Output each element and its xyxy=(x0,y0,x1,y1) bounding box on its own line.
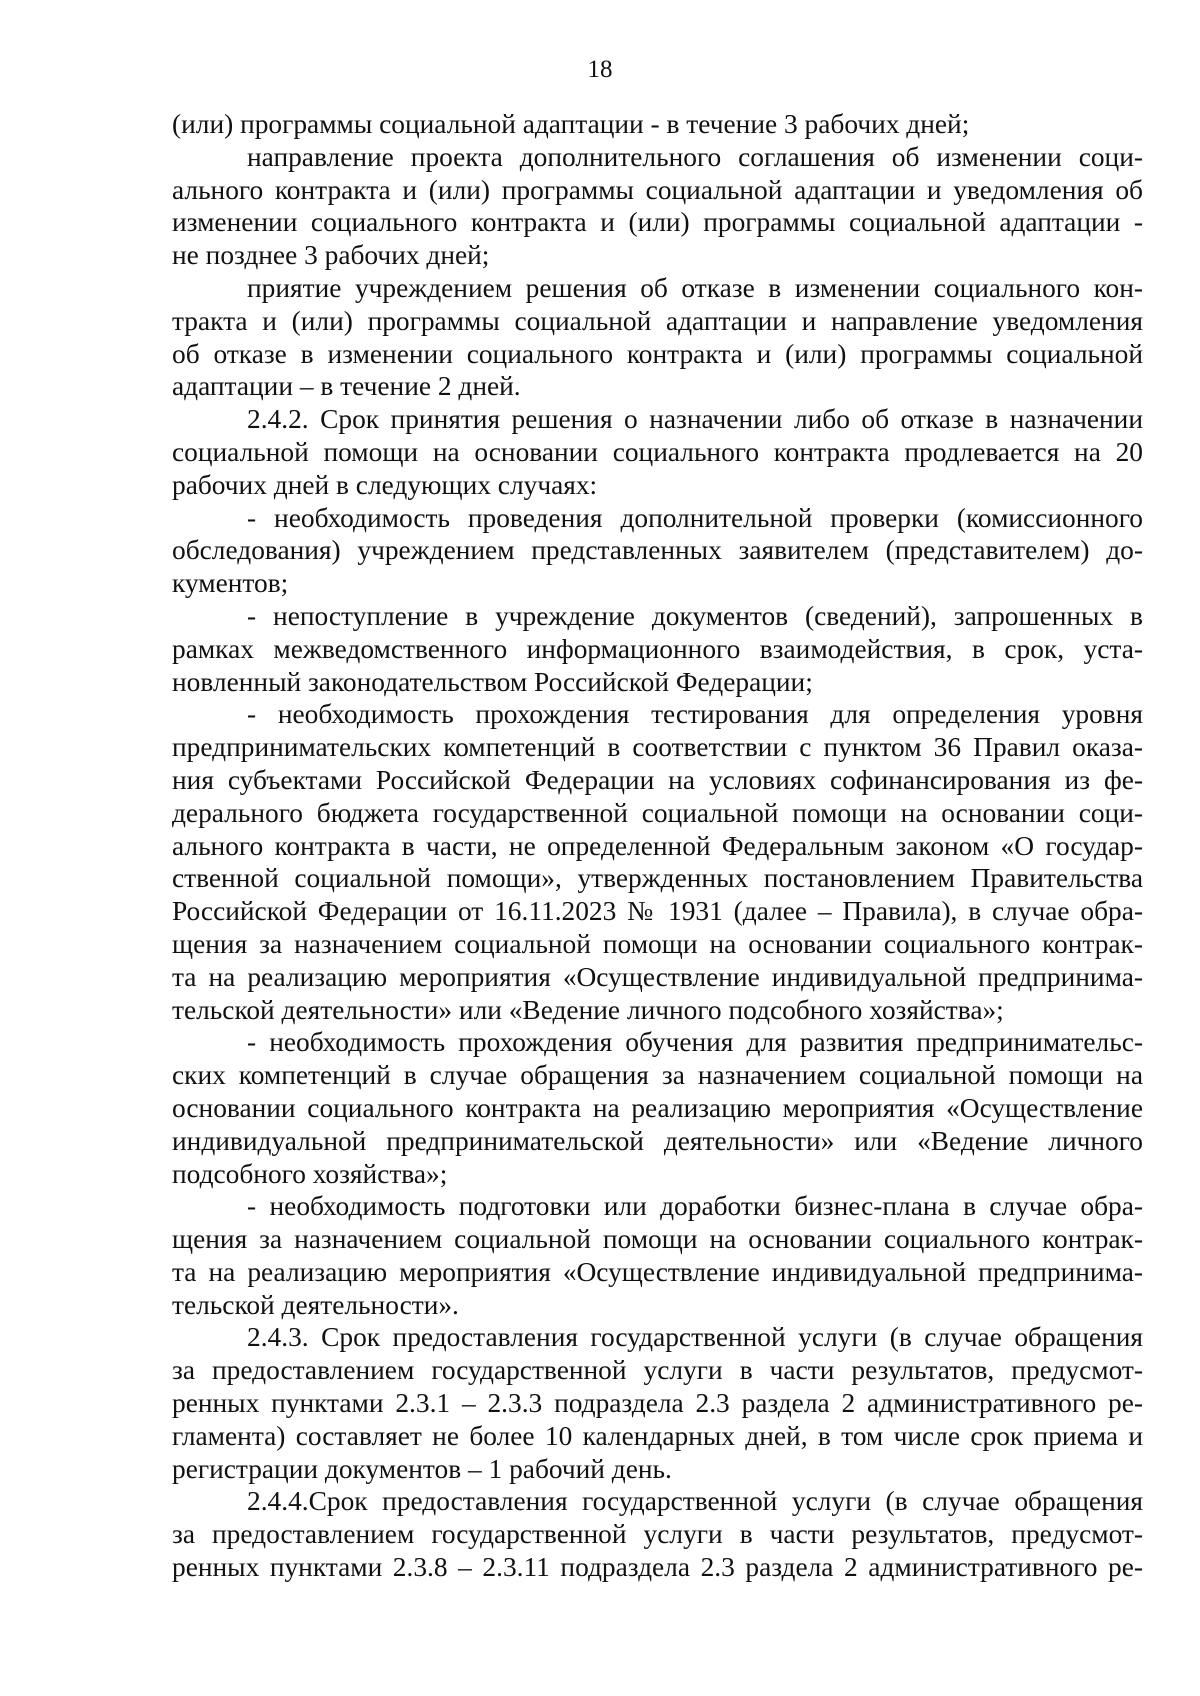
text-line: 2.4.2. Срок принятия решения о назначении либо об отказе в назначении xyxy=(247,404,1143,435)
text-line: та на реализацию мероприятия «Осуществление индивидуальной предпринима- xyxy=(172,961,1143,992)
text-line: щения за назначением социальной помощи на основании социального контрак- xyxy=(172,1224,1143,1255)
text-line: приятие учреждением решения об отказе в изменении социального кон- xyxy=(247,272,1143,303)
text-line: (или) программы социальной адаптации - в течение 3 рабочих дней; xyxy=(172,109,970,139)
text-line: предпринимательских компетенций в соответствии с пунктом 36 Правил оказа- xyxy=(172,732,1143,763)
text-line: тельской деятельности». xyxy=(172,1289,459,1320)
text-line: ального контракта и (или) программы социальной адаптации и уведомления об xyxy=(172,174,1143,205)
text-line: ния субъектами Российской Федерации на условиях софинансирования из фе- xyxy=(172,764,1143,795)
text-line: Российской Федерации от 16.11.2023 № 1931 (далее – Правила), в случае обра- xyxy=(172,896,1143,927)
page-number: 18 xyxy=(587,56,613,83)
text-line: та на реализацию мероприятия «Осуществление индивидуальной предпринима- xyxy=(172,1256,1143,1287)
text-line: - необходимость подготовки или доработки бизнес-плана в случае обра- xyxy=(247,1191,1143,1222)
text-line: за предоставлением государственной услуги в части результатов, предусмот- xyxy=(172,1355,1143,1386)
text-line: - непоступление в учреждение документов (сведений), запрошенных в xyxy=(247,600,1143,631)
text-line: рабочих дней в следующих случаях: xyxy=(172,469,598,500)
text-line: 2.4.3. Срок предоставления государственной услуги (в случае обращения xyxy=(247,1322,1143,1353)
text-line: тракта и (или) программы социальной адаптации и направление уведомления xyxy=(172,305,1143,336)
text-line: щения за назначением социальной помощи на основании социального контрак- xyxy=(172,928,1143,959)
text-line: 2.4.4.Срок предоставления государственной услуги (в случае обращения xyxy=(247,1486,1143,1517)
text-line: - необходимость прохождения тестирования для определения уровня xyxy=(247,699,1143,730)
text-line: ственной социальной помощи», утвержденных постановлением Правительства xyxy=(172,863,1143,894)
text-line: направление проекта дополнительного соглашения об изменении соци- xyxy=(247,141,1143,172)
text-line: тельской деятельности» или «Ведение личного подсобного хозяйства»; xyxy=(172,994,1004,1025)
text-line: изменении социального контракта и (или) программы социальной адаптации - xyxy=(172,207,1143,238)
text-line: гламента) составляет не более 10 календарных дней, в том числе срок приема и xyxy=(172,1420,1143,1451)
text-line: - необходимость прохождения обучения для развития предпринимательс- xyxy=(247,1027,1143,1058)
document-body xyxy=(172,108,1143,1584)
text-line: подсобного хозяйства»; xyxy=(172,1158,448,1189)
text-line: новленный законодательством Российской Федерации; xyxy=(172,666,813,697)
text-line: ренных пунктами 2.3.1 – 2.3.3 подраздела 2.3 раздела 2 административного ре- xyxy=(172,1388,1143,1419)
text-line: ренных пунктами 2.3.8 – 2.3.11 подраздела 2.3 раздела 2 административного ре- xyxy=(172,1552,1143,1583)
text-line: не позднее 3 рабочих дней; xyxy=(172,240,490,271)
text-line: рамках межведомственного информационного взаимодействия, в срок, уста- xyxy=(172,633,1143,664)
text-line: - необходимость проведения дополнительной проверки (комиссионного xyxy=(247,502,1143,533)
text-line: об отказе в изменении социального контракта и (или) программы социальной xyxy=(172,338,1143,369)
text-line: ального контракта в части, не определенной Федеральным законом «О государ- xyxy=(172,830,1143,861)
text-line: основании социального контракта на реализацию мероприятия «Осуществление xyxy=(172,1092,1143,1123)
text-line: индивидуальной предпринимательской деятельности» или «Ведение личного xyxy=(172,1125,1143,1156)
text-line: обследования) учреждением представленных заявителем (представителем) до- xyxy=(172,535,1143,566)
text-line: адаптации – в течение 2 дней. xyxy=(172,371,521,402)
text-line: кументов; xyxy=(172,568,289,599)
text-line: дерального бюджета государственной социальной помощи на основании соци- xyxy=(172,797,1143,828)
text-line: регистрации документов – 1 рабочий день. xyxy=(172,1453,672,1484)
text-line: ских компетенций в случае обращения за назначением социальной помощи на xyxy=(172,1060,1143,1091)
text-line: социальной помощи на основании социального контракта продлевается на 20 xyxy=(172,436,1143,467)
text-line: за предоставлением государственной услуги в части результатов, предусмот- xyxy=(172,1519,1143,1550)
